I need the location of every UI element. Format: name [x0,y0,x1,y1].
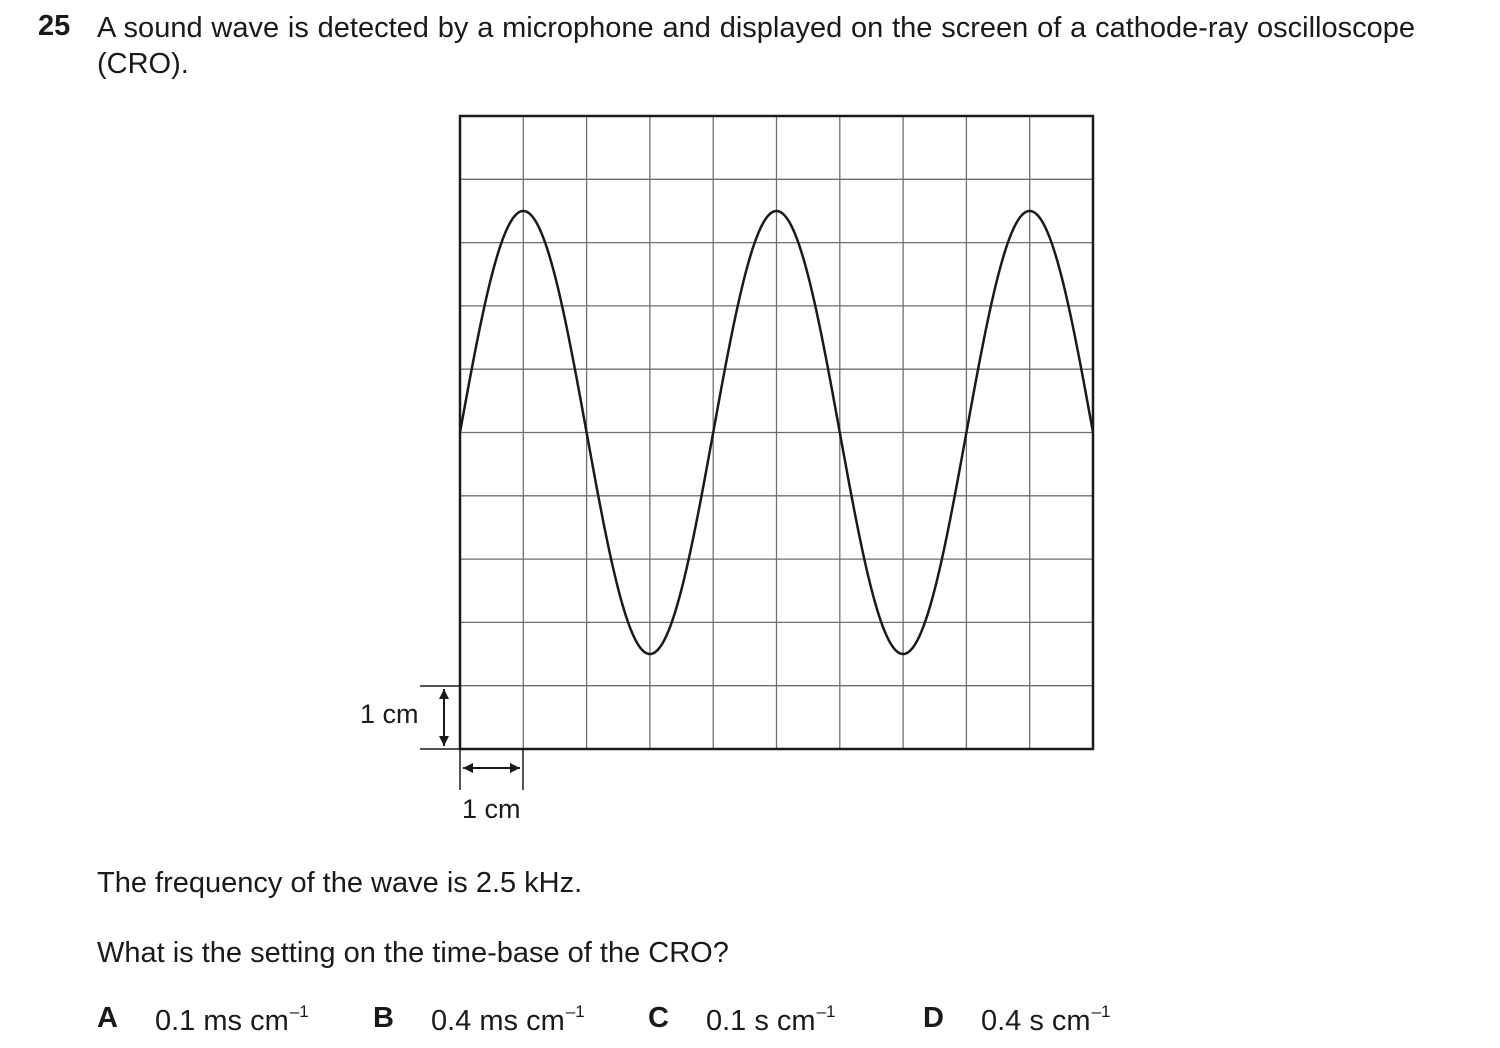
option-exponent: –1 [1091,1002,1111,1021]
option-value: 0.4 s cm [981,1005,1091,1037]
option-letter: D [923,1002,944,1034]
vertical-scale-marker [420,686,460,749]
option-value: 0.1 s cm [706,1005,816,1037]
option-letter: B [373,1002,394,1034]
frequency-statement: The frequency of the wave is 2.5 kHz. [97,867,583,899]
question-prompt: What is the setting on the time-base of the CRO? [97,937,729,969]
vertical-scale-label: 1 cm [360,699,419,729]
question-stem: A sound wave is detected by a microphone and displayed on the screen of a cathode-ray oscilloscope (CRO). [97,12,1415,80]
horizontal-scale-label: 1 cm [462,794,521,824]
option-exponent: –1 [289,1002,309,1021]
option-value: 0.1 ms cm [155,1005,289,1037]
option-letter: C [648,1002,669,1034]
question-number: 25 [38,10,71,42]
option-exponent: –1 [565,1002,585,1021]
option-value: 0.4 ms cm [431,1005,565,1037]
horizontal-scale-marker [460,750,523,790]
option-letter: A [97,1002,118,1034]
option-exponent: –1 [816,1002,836,1021]
